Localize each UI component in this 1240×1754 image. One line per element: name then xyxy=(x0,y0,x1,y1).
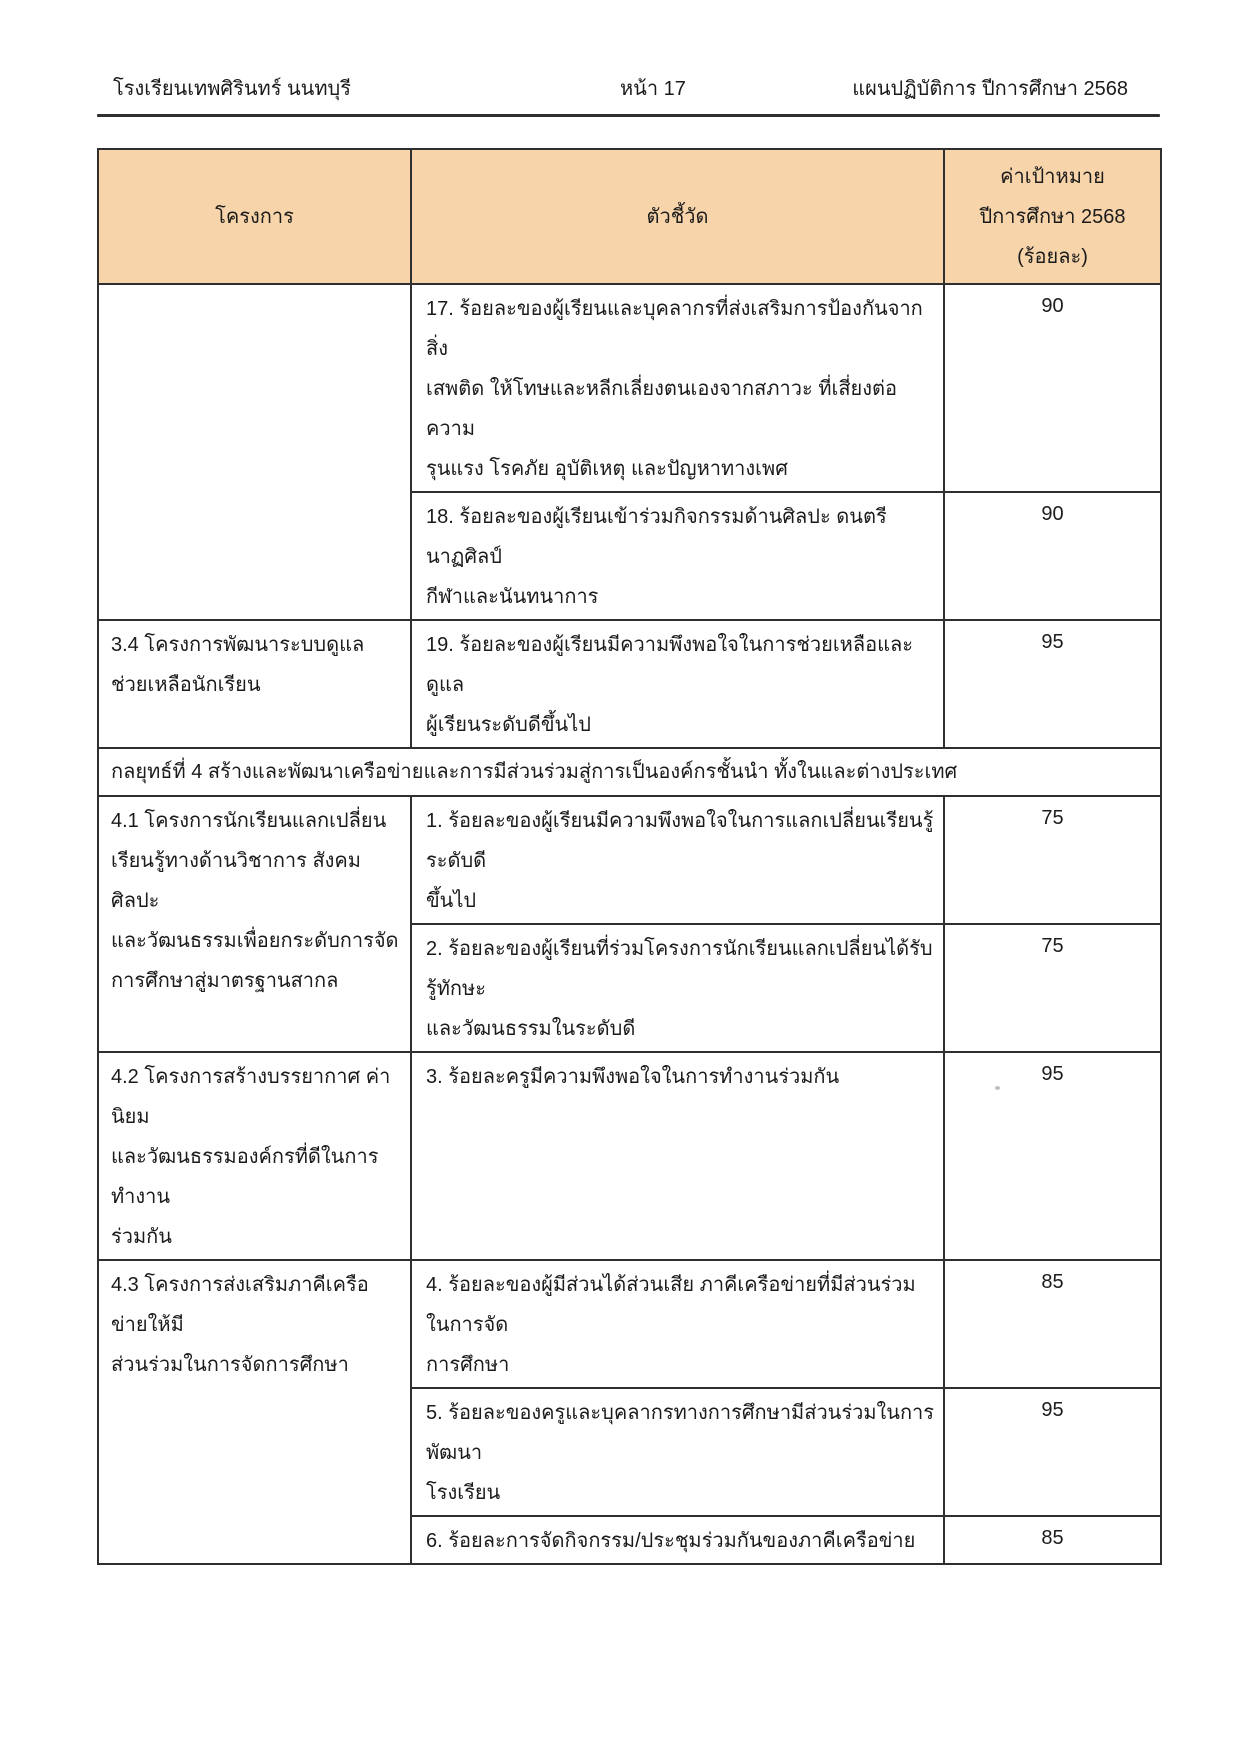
indicator-cell-6: 6. ร้อยละการจัดกิจกรรม/ประชุมร่วมกันของภาคีเครือข่าย xyxy=(411,1516,944,1564)
target-value-2: 75 xyxy=(944,924,1161,1052)
target-value-5: 95 xyxy=(944,1388,1161,1516)
strategy-4-row xyxy=(98,748,1161,796)
indicator-cell-3: 3. ร้อยละครูมีความพึงพอใจในการทำงานร่วมกัน xyxy=(411,1052,944,1260)
indicator-cell-17: 17. ร้อยละของผู้เรียนและบุคลากรที่ส่งเสริมการป้องกันจากสิ่ง เสพติด ให้โทษและหลีกเลี่ยงตนเองจากสภาวะ ที่เสี่ยงต่อ ความ รุนแรง โรคภัย อุบัติเหตุ และปัญหาทางเพศ xyxy=(411,284,944,492)
column-header-target: ค่าเป้าหมาย ปีการศึกษา 2568 (ร้อยละ) xyxy=(944,149,1161,284)
target-value-19: 95 xyxy=(944,620,1161,748)
table-row-indicator-4 xyxy=(98,1260,1161,1388)
document-title: แผนปฏิบัติการ ปีการศึกษา 2568 xyxy=(852,78,1128,100)
table-header-row xyxy=(98,149,1161,284)
indicator-cell-5: 5. ร้อยละของครูและบุคลากรทางการศึกษามีส่วนร่วมในการพัฒนา โรงเรียน xyxy=(411,1388,944,1516)
target-value-3: 95 xyxy=(944,1052,1161,1260)
scan-artifact-dot xyxy=(995,1086,1000,1090)
strategy-4-title: กลยุทธ์ที่ 4 สร้างและพัฒนาเครือข่ายและการมีส่วนร่วมสู่การเป็นองค์กรชั้นนำ ทั้งในและต่างประเทศ xyxy=(98,748,1161,796)
target-value-17: 90 xyxy=(944,284,1161,492)
table-row-indicator-3 xyxy=(98,1052,1161,1260)
column-header-indicator: ตัวชี้วัด xyxy=(411,149,944,284)
target-value-6: 85 xyxy=(944,1516,1161,1564)
indicator-cell-1: 1. ร้อยละของผู้เรียนมีความพึงพอใจในการแลกเปลี่ยนเรียนรู้ระดับดี ขึ้นไป xyxy=(411,796,944,924)
column-header-project: โครงการ xyxy=(98,149,411,284)
target-value-4: 85 xyxy=(944,1260,1161,1388)
table-row-indicator-17 xyxy=(98,284,1161,492)
target-value-18: 90 xyxy=(944,492,1161,620)
target-value-1: 75 xyxy=(944,796,1161,924)
project-cell-4-2: 4.2 โครงการสร้างบรรยากาศ ค่านิยม และวัฒนธรรมองค์กรที่ดีในการทำงาน ร่วมกัน xyxy=(98,1052,411,1260)
school-name: โรงเรียนเทพศิรินทร์ นนทบุรี xyxy=(113,78,351,100)
indicator-cell-2: 2. ร้อยละของผู้เรียนที่ร่วมโครงการนักเรียนแลกเปลี่ยนได้รับรู้ทักษะ และวัฒนธรรมในระดับดี xyxy=(411,924,944,1052)
indicators-table xyxy=(97,148,1162,1565)
indicator-cell-19: 19. ร้อยละของผู้เรียนมีความพึงพอใจในการช่วยเหลือและดูแล ผู้เรียนระดับดีขึ้นไป xyxy=(411,620,944,748)
page-number: หน้า 17 xyxy=(620,78,686,100)
table-row-indicator-1 xyxy=(98,796,1161,924)
header-divider-line xyxy=(97,114,1160,117)
project-cell-3-4: 3.4 โครงการพัฒนาระบบดูแล ช่วยเหลือนักเรียน xyxy=(98,620,411,748)
project-cell-4-1: 4.1 โครงการนักเรียนแลกเปลี่ยน เรียนรู้ทางด้านวิชาการ สังคม ศิลปะ และวัฒนธรรมเพื่อยกระดับการจัด การศึกษาสู่มาตรฐานสากล xyxy=(98,796,411,1052)
table-row-indicator-19 xyxy=(98,620,1161,748)
indicator-cell-4: 4. ร้อยละของผู้มีส่วนได้ส่วนเสีย ภาคีเครือข่ายที่มีส่วนร่วมในการจัด การศึกษา xyxy=(411,1260,944,1388)
indicator-cell-18: 18. ร้อยละของผู้เรียนเข้าร่วมกิจกรรมด้านศิลปะ ดนตรี นาฏศิลป์ กีฬาและนันทนาการ xyxy=(411,492,944,620)
project-cell-empty xyxy=(98,284,411,620)
project-cell-4-3: 4.3 โครงการส่งเสริมภาคีเครือข่ายให้มี ส่วนร่วมในการจัดการศึกษา xyxy=(98,1260,411,1564)
